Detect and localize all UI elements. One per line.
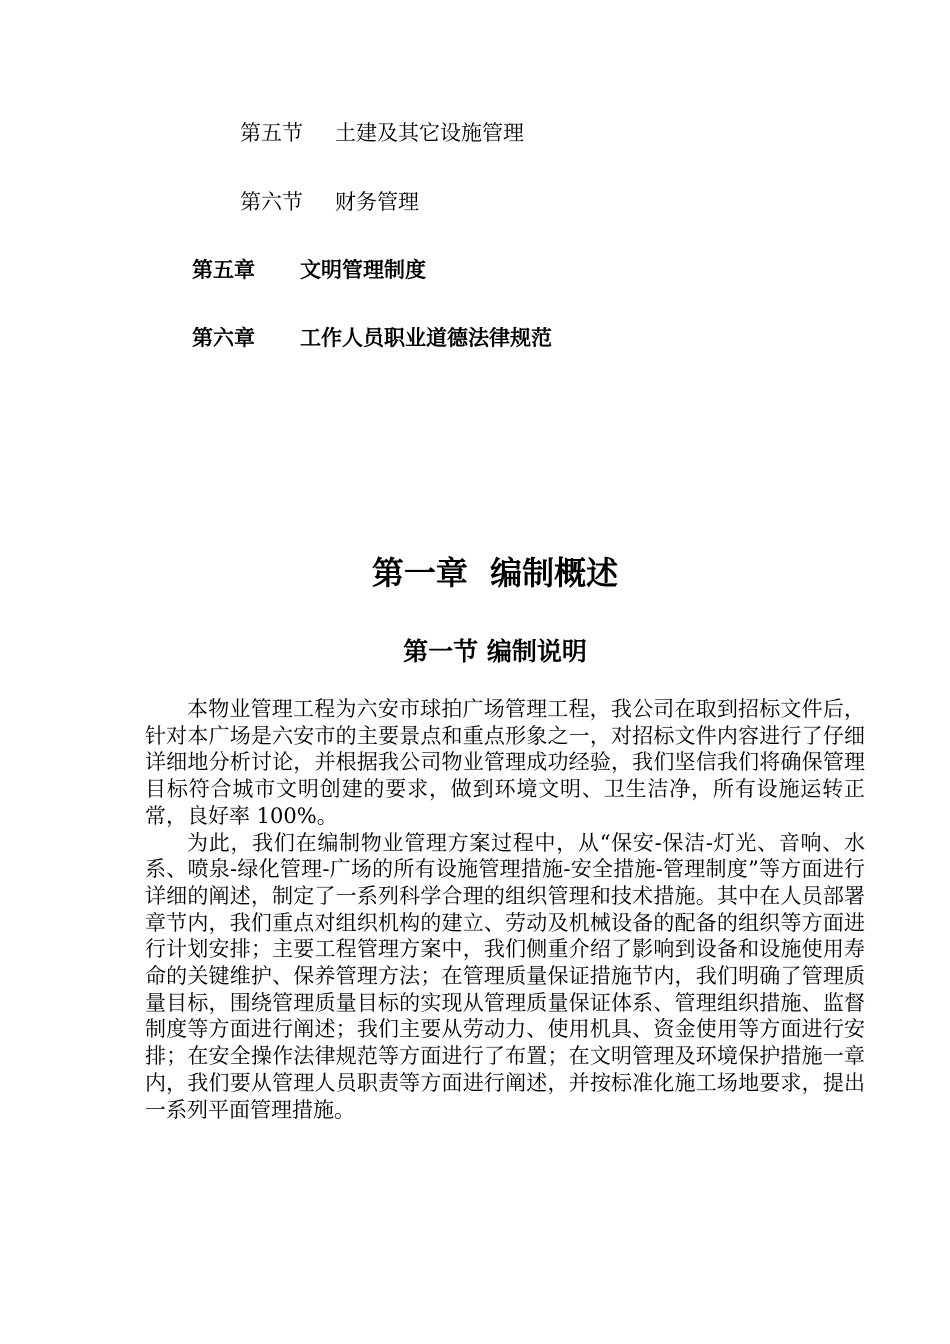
toc-entry-section-6 (240, 186, 419, 216)
body-text (145, 696, 865, 1123)
toc-entry-title: 财务管理 (335, 190, 419, 214)
toc-entry-title: 土建及其它设施管理 (335, 121, 524, 145)
toc-entry-chapter-5 (192, 254, 426, 284)
toc-entry-chapter-6 (192, 322, 552, 352)
paragraph: 本物业管理工程为六安市球拍广场管理工程，我公司在取到招标文件后，针对本广场是六安市的主要景点和重点形象之一，对招标文件内容进行了仔细详细地分析讨论，并根据我公司物业管理成功经验，我们坚信我们将确保管理目标符合城市文明创建的要求，做到环境文明、卫生洁净，所有设施运转正常，良好率 100%。 (145, 697, 865, 828)
paragraph: 为此，我们在编制物业管理方案过程中，从“保安-保洁-灯光、音响、水系、喷泉-绿化管理-广场的所有设施管理措施-安全措施-管理制度”等方面进行详细的阐述，制定了一系列科学合理的组织管理和技术措施。其中在人员部署章节内，我们重点对组织机构的建立、劳动及机械设备的配备的组织等方面进行计划安排；主要工程管理方案中，我们侧重介绍了影响到设备和设施使用寿命的关键维护、保养管理方法；在管理质量保证措施节内，我们明确了管理质量目标，围绕管理质量目标的实现从管理质量保证体系、管理组织措施、监督制度等方面进行阐述；我们主要从劳动力、使用机具、资金使用等方面进行安排；在安全操作法律规范等方面进行了布置；在文明管理及环境保护措施一章内，我们要从管理人员职责等方面进行阐述，并按标准化施工场地要求，提出一系列平面管理措施。 (145, 830, 865, 1122)
toc-entry-title: 文明管理制度 (300, 258, 426, 282)
toc-entry-number: 第五节 (240, 121, 303, 145)
toc-entry-number: 第六章 (192, 326, 255, 350)
section-title: 第一节 编制说明 (403, 637, 587, 666)
toc-entry-number: 第五章 (192, 258, 255, 282)
toc-entry-number: 第六节 (240, 190, 303, 214)
toc-entry-title: 工作人员职业道德法律规范 (300, 326, 552, 350)
toc-entry-section-5 (240, 117, 524, 147)
chapter-title: 第一章 编制概述 (371, 554, 619, 592)
